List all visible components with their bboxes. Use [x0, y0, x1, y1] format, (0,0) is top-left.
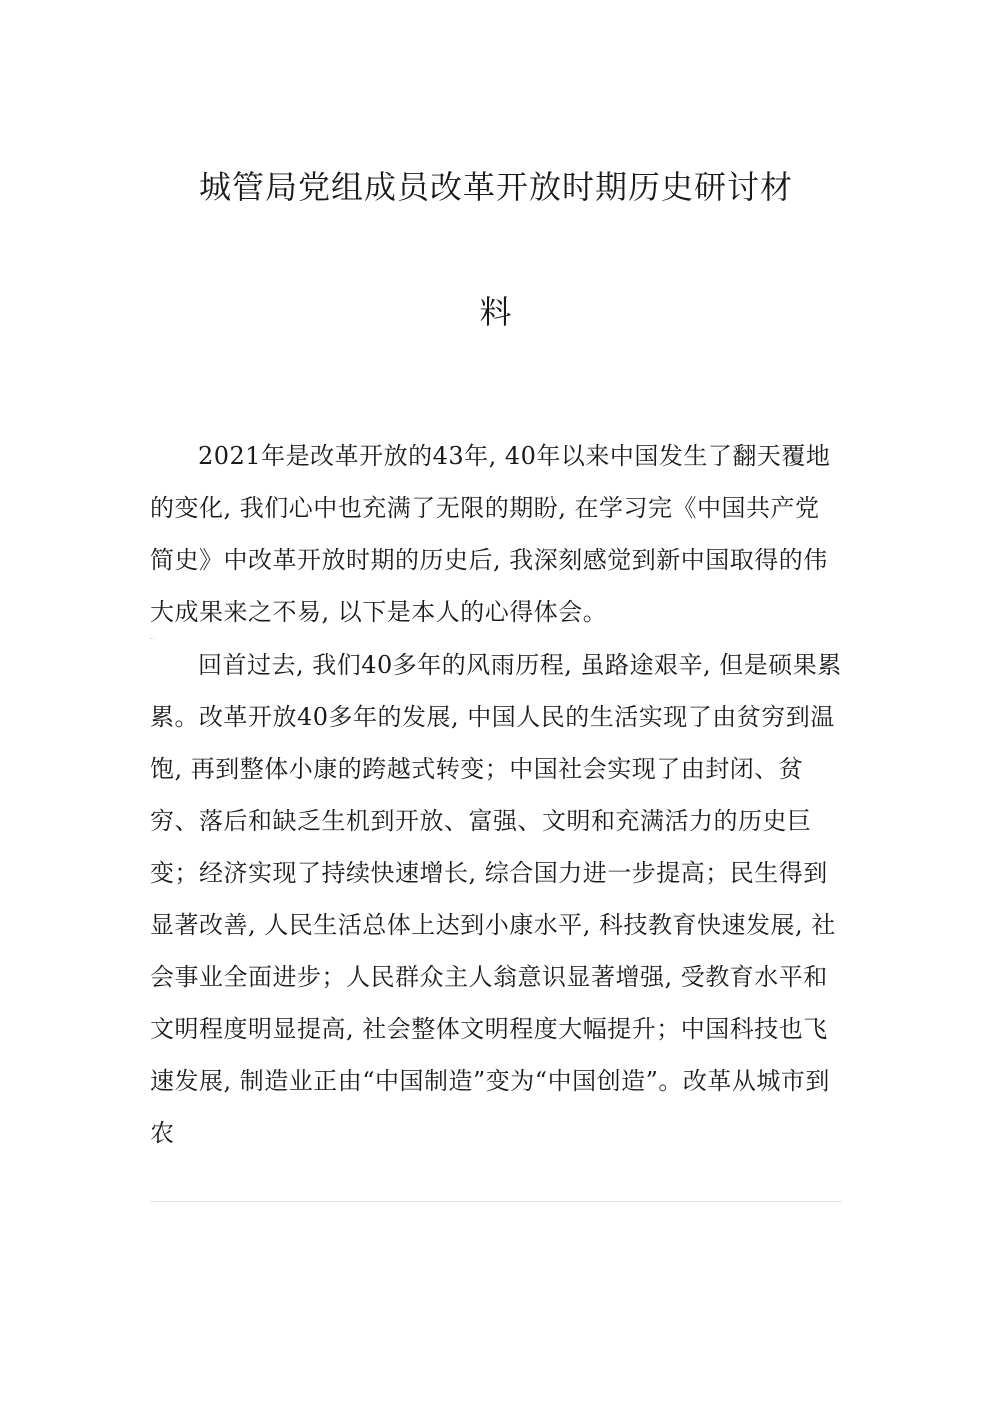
document-title-line-2: 料: [479, 293, 513, 331]
paragraph-1: 2021年是改革开放的43年, 40年以来中国发生了翻天覆地的变化, 我们心中也充满了无限的期盼, 在学习完《中国共产党简史》中改革开放时期的历史后, 我深刻感觉到新中国取得的伟大成果来之不易, 以下是本人的心得体会。: [150, 442, 831, 626]
page-bottom-rule: [150, 1201, 842, 1202]
document-body: [150, 430, 842, 1159]
paragraph-2: 回首过去, 我们40多年的风雨历程, 虽路途艰辛, 但是硕果累累。改革开放40多年的发展, 中国人民的生活实现了由贫穷到温饱, 再到整体小康的跨越式转变；中国社会实现了由封闭、贫穷、落后和缺乏生机到开放、富强、文明和充满活力的历史巨变；经济实现了持续快速增长, 综合国力进一步提高；民生得到显著改善, 人民生活总体上达到小康水平, 科技教育快速发展, 社会事业全面进步；人民群众主人翁意识显著增强, 受教育水平和文明程度明显提高, 社会整体文明程度大幅提升；中国科技也飞速发展, 制造业正由“中国制造”变为“中国创造”。改革从城市到农: [150, 651, 842, 1147]
document-title-line-1: 城管局党组成员改革开放时期历史研讨材: [198, 168, 793, 206]
